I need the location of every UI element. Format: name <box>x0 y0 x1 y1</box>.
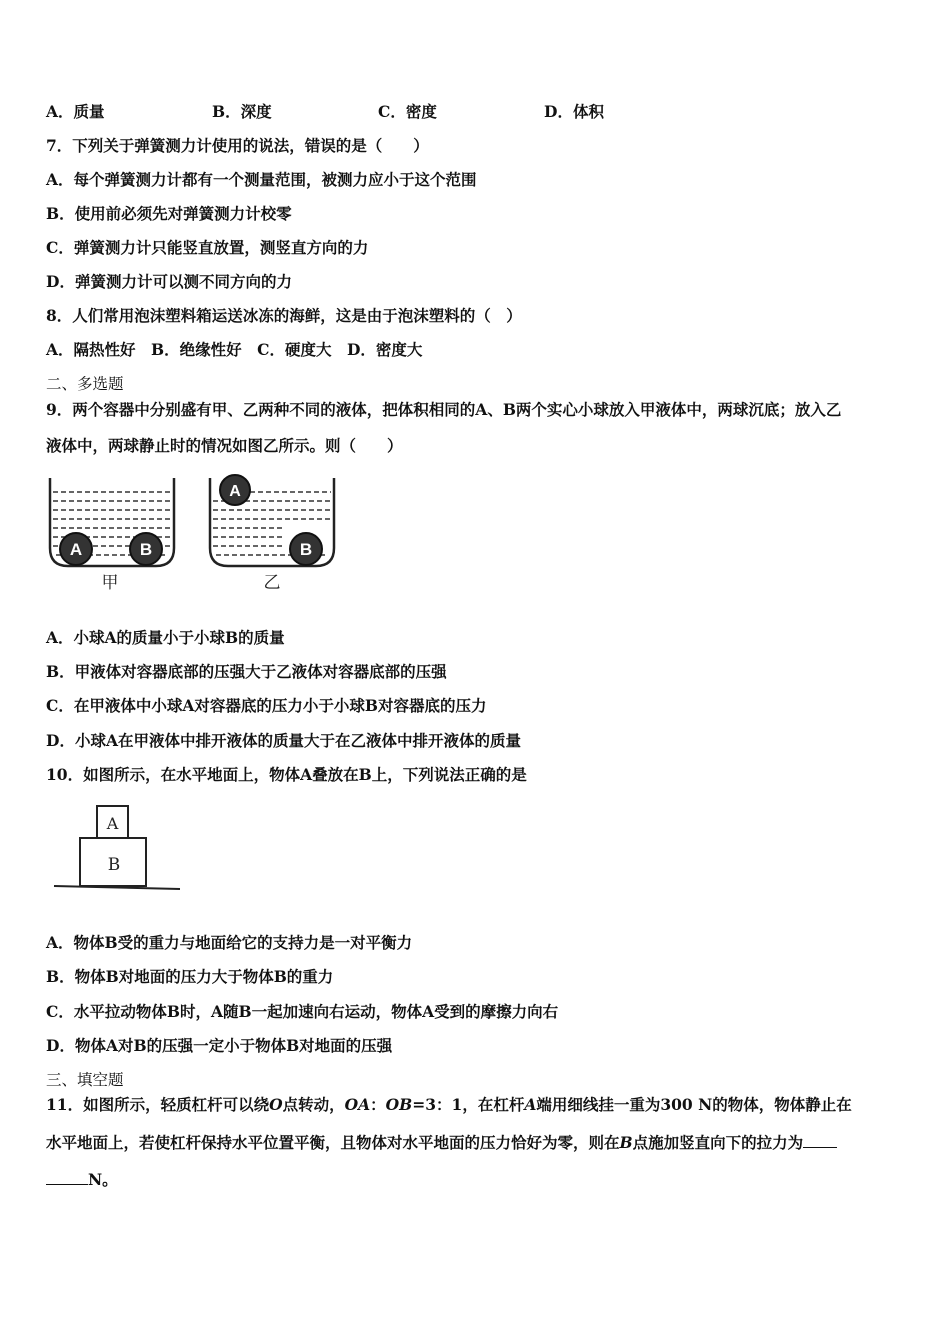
ball-a-jia <box>60 533 92 565</box>
q10-option-d[interactable]: D．物体A对B的压强一定小于物体B对地面的压强 <box>46 1036 393 1055</box>
section-multiple-choice: 二、多选题 <box>46 375 124 393</box>
label-yi: 乙 <box>263 573 281 593</box>
label-jia: 甲 <box>101 573 119 593</box>
q11-answer-blank-part2[interactable] <box>46 1170 88 1185</box>
q6-option-b[interactable]: B．深度 <box>212 102 272 121</box>
q10-option-a[interactable]: A．物体B受的重力与地面给它的支持力是一对平衡力 <box>46 933 413 952</box>
svg-text:B: B <box>139 540 153 559</box>
q11-line1: 11．如图所示，轻质杠杆可以绕O点转动，OA：OB=3：1，在杠杆A端用细线挂一重为300 N的物体，物体静止在 <box>46 1095 852 1114</box>
svg-text:A: A <box>229 483 241 500</box>
q10-figure <box>50 800 190 898</box>
q9-stem-line1: 9．两个容器中分别盛有甲、乙两种不同的液体，把体积相同的A、B两个实心小球放入甲液体中，两球沉底；放入乙 <box>46 400 842 419</box>
q9-option-d[interactable]: D．小球A在甲液体中排开液体的质量大于在乙液体中排开液体的质量 <box>46 731 521 750</box>
q9-figure <box>44 470 344 595</box>
q7-option-a[interactable]: A．每个弹簧测力计都有一个测量范围，被测力应小于这个范围 <box>46 170 477 189</box>
q8-stem: 8．人们常用泡沫塑料箱运送冰冻的海鲜，这是由于泡沫塑料的（ ） <box>46 306 522 325</box>
svg-text:B: B <box>299 540 313 559</box>
q9-option-a[interactable]: A．小球A的质量小于小球B的质量 <box>46 628 285 647</box>
q10-stem: 10．如图所示，在水平地面上，物体A叠放在B上，下列说法正确的是 <box>46 765 527 784</box>
q9-option-c[interactable]: C．在甲液体中小球A对容器底的压力小于小球B对容器底的压力 <box>46 696 487 715</box>
q6-options <box>46 102 604 122</box>
q11-line2: 水平地面上，若使杠杆保持水平位置平衡，且物体对水平地面的压力恰好为零，则在B点施加竖直向下的拉力为 <box>46 1133 837 1153</box>
ball-a-yi <box>220 475 250 505</box>
svg-text:A: A <box>106 814 119 833</box>
ball-b-jia <box>130 533 162 565</box>
q9-option-b[interactable]: B．甲液体对容器底部的压强大于乙液体对容器底部的压强 <box>46 662 447 681</box>
ball-b-yi <box>290 533 322 565</box>
q10-option-c[interactable]: C．水平拉动物体B时，A随B一起加速向右运动，物体A受到的摩擦力向右 <box>46 1002 559 1021</box>
svg-text:A: A <box>69 540 83 559</box>
q7-option-b[interactable]: B．使用前必须先对弹簧测力计校零 <box>46 204 292 223</box>
q7-option-d[interactable]: D．弹簧测力计可以测不同方向的力 <box>46 272 292 291</box>
q6-option-a[interactable]: A．质量 <box>46 102 105 121</box>
section-fill-in: 三、填空题 <box>46 1071 124 1089</box>
q6-option-d[interactable]: D．体积 <box>544 102 604 121</box>
q10-option-b[interactable]: B．物体B对地面的压力大于物体B的重力 <box>46 967 334 986</box>
q7-option-c[interactable]: C．弹簧测力计只能竖直放置，测竖直方向的力 <box>46 238 369 257</box>
q7-stem: 7．下列关于弹簧测力计使用的说法，错误的是（ ） <box>46 136 429 155</box>
svg-text:B: B <box>107 855 121 875</box>
q11-answer-blank-part1[interactable] <box>803 1133 837 1148</box>
q8-options[interactable]: A．隔热性好 B．绝缘性好 C．硬度大 D．密度大 <box>46 340 423 359</box>
q6-option-c[interactable]: C．密度 <box>378 102 437 121</box>
q9-stem-line2: 液体中，两球静止时的情况如图乙所示。则（ ） <box>46 436 403 455</box>
q11-line3: N。 <box>46 1170 118 1190</box>
